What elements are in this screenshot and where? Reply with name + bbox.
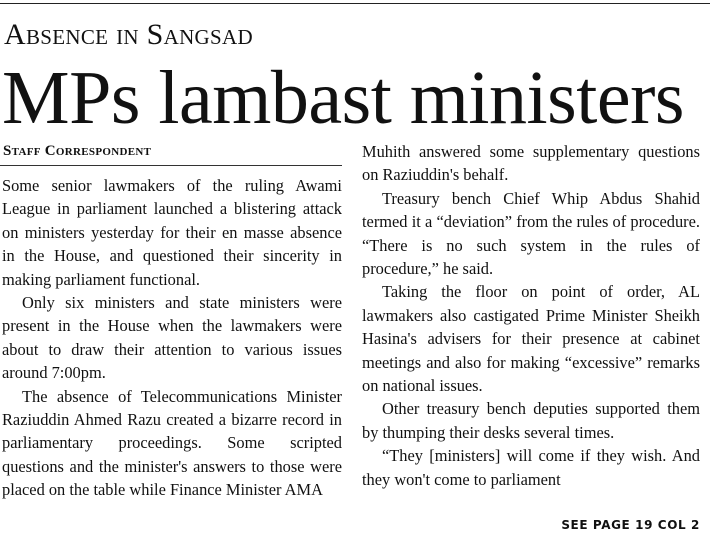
- paragraph: Other treasury bench deputies supported them by thumping their desks several times.: [362, 399, 700, 442]
- paragraph: Taking the floor on point of order, AL lawmakers also castigated Prime Minister Sheikh Hasina's advisers for their presence at cabinet meetings and also for making “excessive” remarks on national issues.: [362, 282, 700, 396]
- paragraph: The absence of Telecommunications Minister Raziuddin Ahmed Razu created a bizarre record in parliamentary proceedings. Some scripted questions and the minister's answers to those were placed on the table while Finance Minister AMA: [2, 386, 342, 500]
- byline-rule: [0, 165, 342, 166]
- headline: MPs lambast ministers: [2, 56, 684, 140]
- paragraph: Muhith answered some supplementary questions on Raziuddin's behalf.: [362, 142, 700, 185]
- top-rule: [0, 3, 710, 4]
- byline: Staff Correspondent: [3, 143, 152, 159]
- kicker: Absence in Sangsad: [4, 18, 253, 51]
- paragraph: Some senior lawmakers of the ruling Awami League in parliament launched a blistering attack on ministers yesterday for their en masse absence in the House, and questioned their sincerity in making parliament functional.: [2, 176, 342, 289]
- paragraph: “They [ministers] will come if they wish. And they won't come to parliament: [362, 446, 700, 489]
- paragraph: Only six ministers and state ministers were present in the House when the lawmakers were about to draw their attention to various issues around 7:00pm.: [2, 293, 342, 383]
- paragraph: Treasury bench Chief Whip Abdus Shahid termed it a “deviation” from the rules of procedure. “There is no such system in the rules of procedure,” he said.: [362, 188, 700, 279]
- column-2: [362, 140, 700, 491]
- column-1: [2, 174, 342, 502]
- continuation-note: SEE PAGE 19 COL 2: [561, 518, 700, 532]
